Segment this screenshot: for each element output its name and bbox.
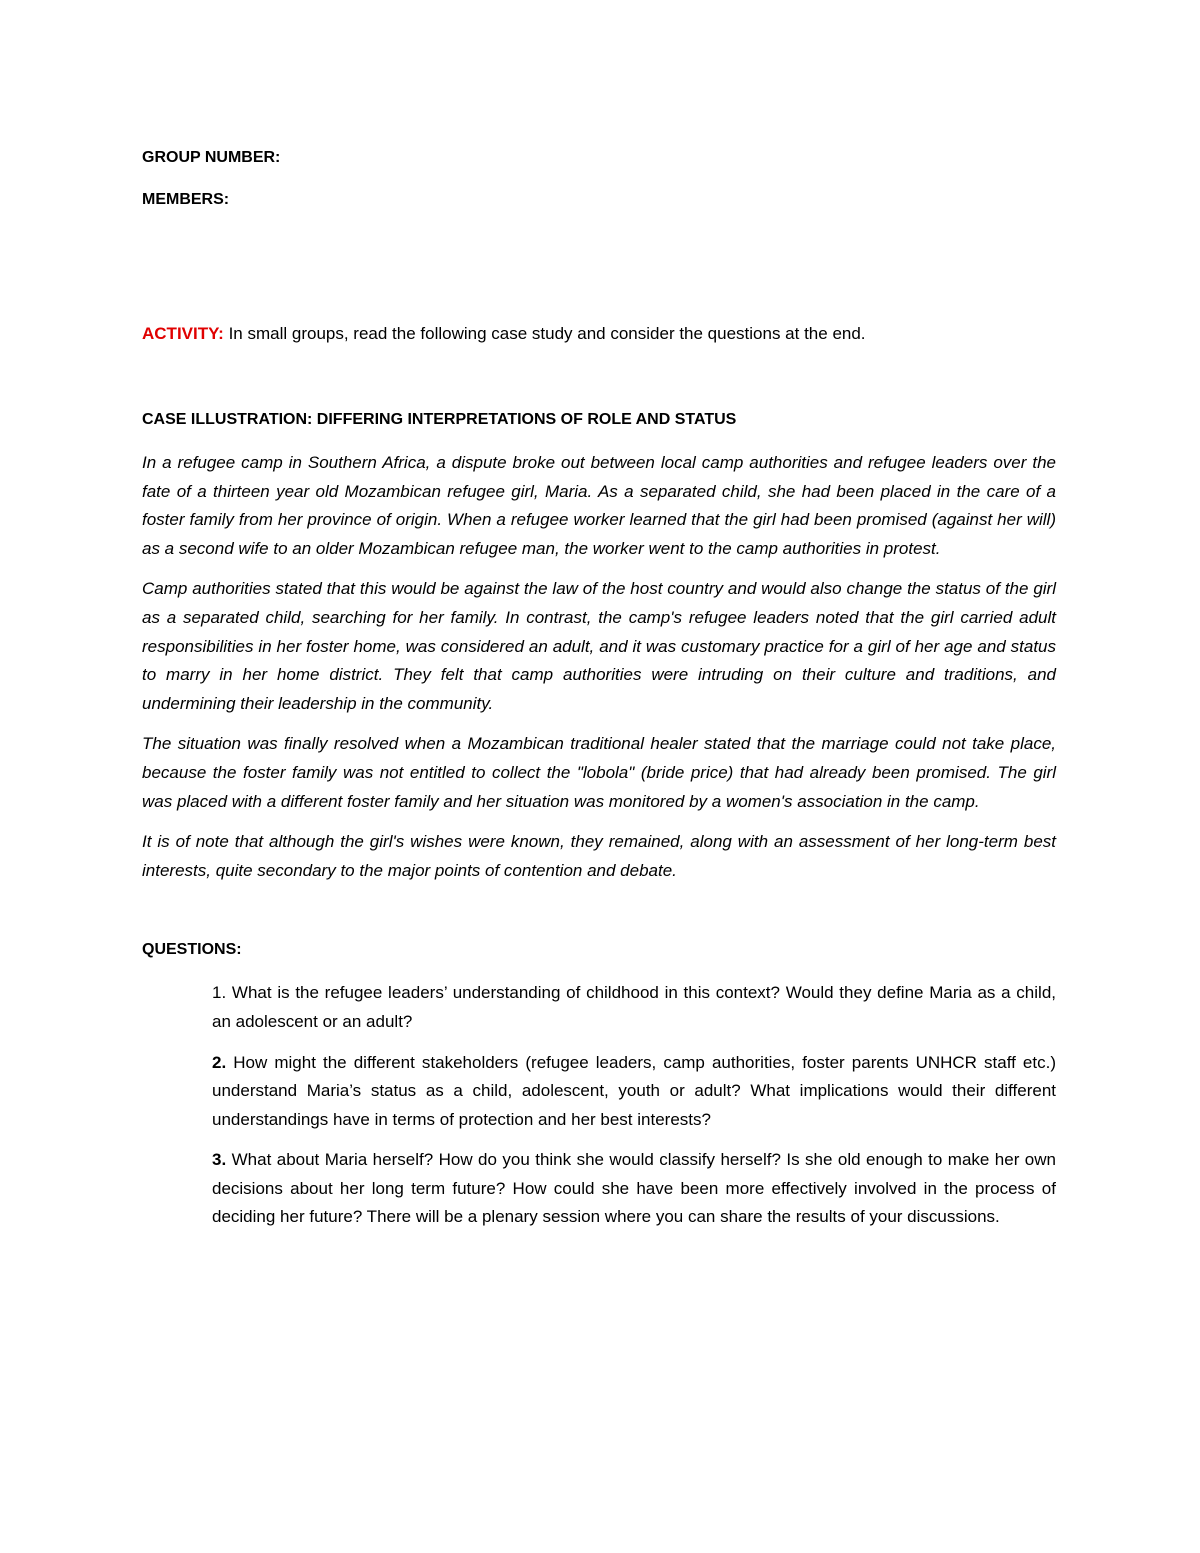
question-text: What about Maria herself? How do you think she would classify herself? Is she old enough to make her own decisions about her long term future? How could she have been more effectively involved in the process of deciding her future? There will be a plenary session where you can share the results of your discussions. [212,1150,1056,1227]
case-paragraph-3: The situation was finally resolved when a Mozambican traditional healer stated that the marriage could not take place, because the foster family was not entitled to collect the "lobola" (bride price) that had already been promised. The girl was placed with a different foster family and her situation was monitored by a women's association in the camp. [142,734,1056,811]
question-text: How might the different stakeholders (refugee leaders, camp authorities, foster parents UNHCR staff etc.) understand Maria’s status as a child, adolescent, youth or adult? What implications would their different understandings have in terms of protection and her best interests? [212,1052,1056,1129]
document-content [142,145,1056,1244]
activity-text: In small groups, read the following case study and consider the questions at the end. [223,324,866,343]
activity-label: ACTIVITY: [142,324,224,343]
question-number: 3. [212,1150,227,1170]
case-paragraph-1: In a refugee camp in Southern Africa, a dispute broke out between local camp authorities and refugee leaders over the fate of a thirteen year old Mozambican refugee girl, Maria. As a separated child, she had been placed in the care of a foster family from her province of origin. When a refugee worker learned that the girl had been promised (against her will) as a second wife to an older Mozambican refugee man, the worker went to the camp authorities in protest. [142,453,1056,558]
group-number-label: GROUP NUMBER: [142,149,281,166]
question-text: What is the refugee leaders’ understanding of childhood in this context? Would they define Maria as a child, an adolescent or an adult? [212,983,1056,1031]
case-body [142,449,1056,885]
question-3 [212,1146,1056,1232]
activity-line [142,321,1056,347]
question-number: 2. [212,1052,227,1072]
question-2 [212,1049,1056,1135]
members-label: MEMBERS: [142,191,230,208]
questions-list [142,979,1056,1232]
question-1 [212,979,1056,1036]
case-paragraph-2: Camp authorities stated that this would be against the law of the host country and would also change the status of the girl as a separated child, searching for her family. In contrast, the camp's refugee leaders noted that the girl carried adult responsibilities in her foster home, was considered an adult, and it was customary practice for a girl of her age and status to marry in her home district. They felt that camp authorities were intruding on their culture and traditions, and undermining their leadership in the community. [142,579,1056,713]
question-number: 1. [212,983,227,1003]
case-paragraph-4: It is of note that although the girl's wishes were known, they remained, along with an assessment of her long-term best interests, quite secondary to the major points of contention and debate. [142,832,1056,880]
case-title: CASE ILLUSTRATION: DIFFERING INTERPRETATIONS OF ROLE AND STATUS [142,411,737,428]
questions-title: QUESTIONS: [142,941,242,959]
